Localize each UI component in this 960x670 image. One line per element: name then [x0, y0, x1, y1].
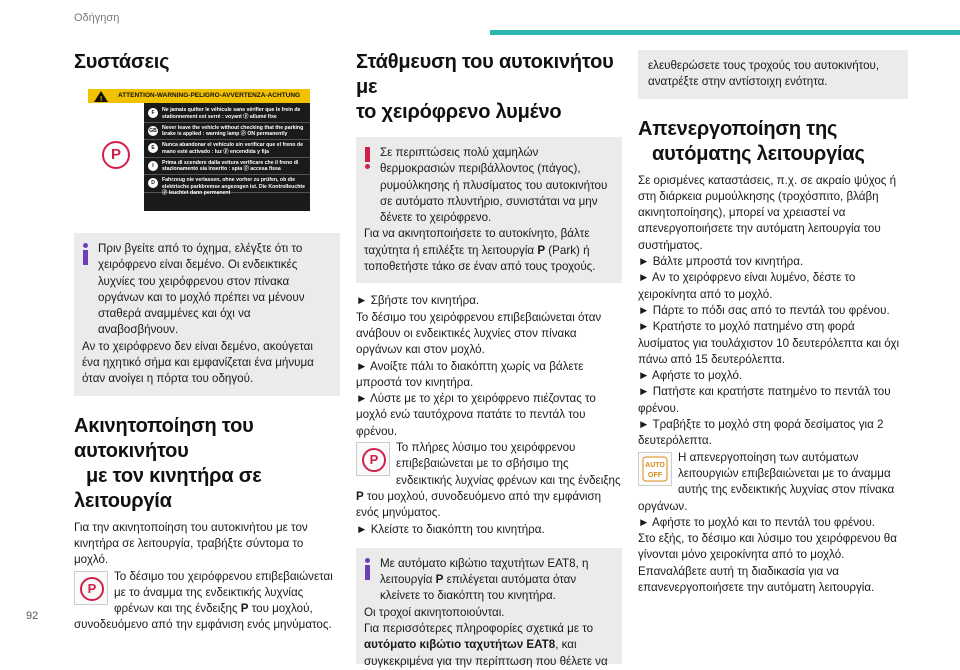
label-language-rows	[144, 105, 310, 196]
step-text: ► Τραβήξτε το μοχλό στη φορά δεσίματος για 2 δευτερόλεπτα.	[638, 418, 884, 448]
step-text: ► Βάλτε μπροστά τον κινητήρα.	[638, 255, 804, 269]
label-row: E Nunca abandonar el vehículo sin verificar que el freno de mano esté activado : luz ⓟ encendida y fija	[144, 140, 310, 158]
body-text: Το δέσιμο του χειρόφρενου επιβεβαιώνεται όταν ανάβουν οι ενδεικτικές λυχνίες στον πίνακα οργάνων και στον μοχλό.	[356, 310, 602, 357]
language-flag-icon: I	[148, 161, 158, 171]
body-text: Σε ορισμένες καταστάσεις, π.χ. σε ακραίο ψύχος ή στη διάρκεια ρυμούλκησης (τροχόσπιτο, βλάβη ακινητοποίησης), μπορεί να χρειαστεί να απενεργοποιήσετε την αυτόματη λειτουργία του συστήματος.	[638, 173, 897, 252]
body-text: Στο εξής, το δέσιμο και λύσιμο του χειρόφρενου θα γίνονται μόνο χειροκίνητα από το μοχλό.	[638, 532, 897, 562]
step-text: ► Ανοίξτε πάλι το διακόπτη χωρίς να βάλετε μπροστά τον κινητήρα.	[356, 359, 584, 389]
note-text: Για περισσότερες πληροφορίες σχετικά με το αυτόματο κιβώτιο ταχυτήτων EAT8, και συγκεκριμένα για την περίπτωση που θέλετε να	[364, 622, 608, 668]
section-heading-deactivate: Απενεργοποίηση της αυτόματης λειτουργίας	[638, 117, 865, 165]
language-flag-icon: F	[148, 108, 158, 118]
body-text: Επαναλάβετε αυτή τη διαδικασία για να επανενεργοποιήσετε την αυτόματη λειτουργία.	[638, 564, 875, 595]
parking-brake-icon: P	[102, 141, 130, 169]
page-header-title: Οδήγηση	[74, 12, 120, 24]
header-accent-bar	[490, 30, 960, 35]
step-text: ► Πάρτε το πόδι σας από το πεντάλ του φρένου.	[638, 303, 890, 317]
section-heading-recommendations: Συστάσεις	[74, 51, 170, 73]
label-row: D Fahrzeug nie verlassen, ohne vorher zu prüfen, ob die elektrische parkbremse angezogen ist. Die Kontrolleuchte ⓟ leuchtet dann permanent	[144, 175, 310, 193]
note-text: Πριν βγείτε από το όχημα, ελέγξτε ότι το χειρόφρενο είναι δεμένο. Οι ενδεικτικές λυχνίες του χειρόφρενου στον πίνακα οργάνων και το μοχλό πρέπει να μένουν σταθερά αναμμένες και όχι να αναβοσβήνουν.	[98, 242, 305, 337]
label-row: GB Never leave the vehicle without checking that the parking brake is applied : warning lamp ⓟ ON permanently	[144, 123, 310, 141]
note-text: Για να ακινητοποιήσετε το αυτοκίνητο, βάλτε ταχύτητα ή επιλέξτε τη λειτουργία P (Park) ή τοποθετήστε τάκο σε έναν από τους τροχούς.	[364, 227, 596, 274]
warning-label-image	[88, 89, 310, 211]
body-text: P Το πλήρες λύσιμο του χειρόφρενου επιβεβαιώνεται με το σβήσιμο της ενδεικτικής λυχνίας φρένων και της ένδειξης P του μοχλού, συνοδευόμενο από την εμφάνιση ενός μηνύματος.	[356, 441, 621, 520]
warning-label-header: ! ATTENTION-WARNING-PELIGRO-AVVERTENZA-ACHTUNG	[88, 89, 310, 103]
auto-off-icon	[638, 452, 672, 486]
info-note-box	[356, 548, 622, 668]
label-row: F Ne jamais quitter le véhicule sans vérifier que le frein de stationnement est serré : voyant ⓟ allumé fixe	[144, 105, 310, 123]
page-number: 92	[26, 610, 39, 622]
body-text: Για την ακινητοποίηση του αυτοκινήτου με τον κινητήρα σε λειτουργία, τραβήξτε σύντομα το μοχλό.	[74, 520, 308, 567]
note-text: Οι τροχοί ακινητοποιούνται.	[364, 605, 505, 619]
warning-note-box	[356, 137, 622, 283]
step-text: ► Κλείστε το διακόπτη του κινητήρα.	[356, 522, 545, 536]
note-text: Αν το χειρόφρενο δεν είναι δεμένο, ακούγεται ένα ηχητικό σήμα και εμφανίζεται ένα μήνυμα όταν ανοίγει η πόρτα του οδηγού.	[82, 339, 314, 386]
language-flag-icon: E	[148, 143, 158, 153]
step-text: ► Λύστε με το χέρι το χειρόφρενο πιέζοντας το μοχλό ενώ ταυτόχρονα πατάτε το πεντάλ του φρένου.	[356, 392, 596, 438]
warning-triangle-icon: !	[94, 91, 108, 102]
body-text: AUTO OFF Η απενεργοποίηση των αυτόματων λειτουργιών επιβεβαιώνεται με το άναμμα αυτής της ενδεικτικής λυχνίας στον πίνακα οργάνων.	[638, 450, 895, 513]
note-text: Σε περιπτώσεις πολύ χαμηλών θερμοκρασιών περιβάλλοντος (πάγος), ρυμούλκησης ή πλυσίματος του αυτοκινήτου σε αυτόματο πλυντήριο, συνιστάται να μην δένετε το χειρόφρενο.	[380, 146, 608, 225]
info-note-continuation	[638, 50, 908, 99]
section-heading-immobilise: Ακινητοποίηση του αυτοκινήτου με τον κινητήρα σε λειτουργία	[74, 414, 262, 512]
note-text: Με αυτόματο κιβώτιο ταχυτήτων EAT8, η λειτουργία P επιλέγεται αυτόματα όταν κλείνετε το διακόπτη του κινητήρα.	[380, 556, 589, 603]
off-label: OFF	[648, 471, 662, 479]
info-icon	[365, 558, 370, 580]
info-icon	[83, 243, 88, 265]
section-heading-parking: Στάθμευση του αυτοκινήτου με το χειρόφρενο λυμένο	[356, 51, 614, 123]
language-flag-icon: D	[148, 178, 158, 188]
step-text: ► Κρατήστε το μοχλό πατημένο στη φορά λυσίματος για τουλάχιστον 10 δευτερόλεπτα και όχι πάνω από 15 δευτερόλεπτα.	[638, 320, 900, 366]
column-1	[74, 50, 340, 634]
info-note-box	[74, 233, 340, 396]
body-text: P Το δέσιμο του χειρόφρενου επιβεβαιώνεται με το άναμμα της ενδεικτικής λυχνίας φρένων και της ένδειξης P του μοχλού, συνοδευόμενο από την εμφάνιση ενός μηνύματος.	[74, 569, 333, 632]
step-text: ► Αν το χειρόφρενο είναι λυμένο, δέστε το χειροκίνητα από το μοχλό.	[638, 271, 856, 301]
parking-brake-icon: P	[74, 571, 108, 605]
column-3	[638, 50, 908, 596]
auto-off-icon-graphic	[642, 456, 668, 482]
warning-icon	[365, 147, 370, 169]
step-text: ► Αφήστε το μοχλό και το πεντάλ του φρένου.	[638, 515, 876, 529]
parking-brake-icon: P	[356, 442, 390, 476]
step-text: ► Πατήστε και κρατήστε πατημένο το πεντάλ του φρένου.	[638, 385, 891, 415]
label-brake-panel	[88, 103, 144, 211]
label-row: I Prima di scendere dalla vettura verificare che il freno di stazionamento sia inserito : spia ⓟ accesa fissa	[144, 158, 310, 176]
note-text: ελευθερώσετε τους τροχούς του αυτοκινήτου, ανατρέξτε στην αντίστοιχη ενότητα.	[648, 59, 880, 89]
column-2	[356, 50, 622, 668]
step-text: ► Αφήστε το μοχλό.	[638, 369, 743, 383]
auto-label: AUTO	[645, 461, 665, 469]
language-flag-icon: GB	[149, 127, 157, 134]
step-text: ► Σβήστε τον κινητήρα.	[356, 294, 480, 308]
